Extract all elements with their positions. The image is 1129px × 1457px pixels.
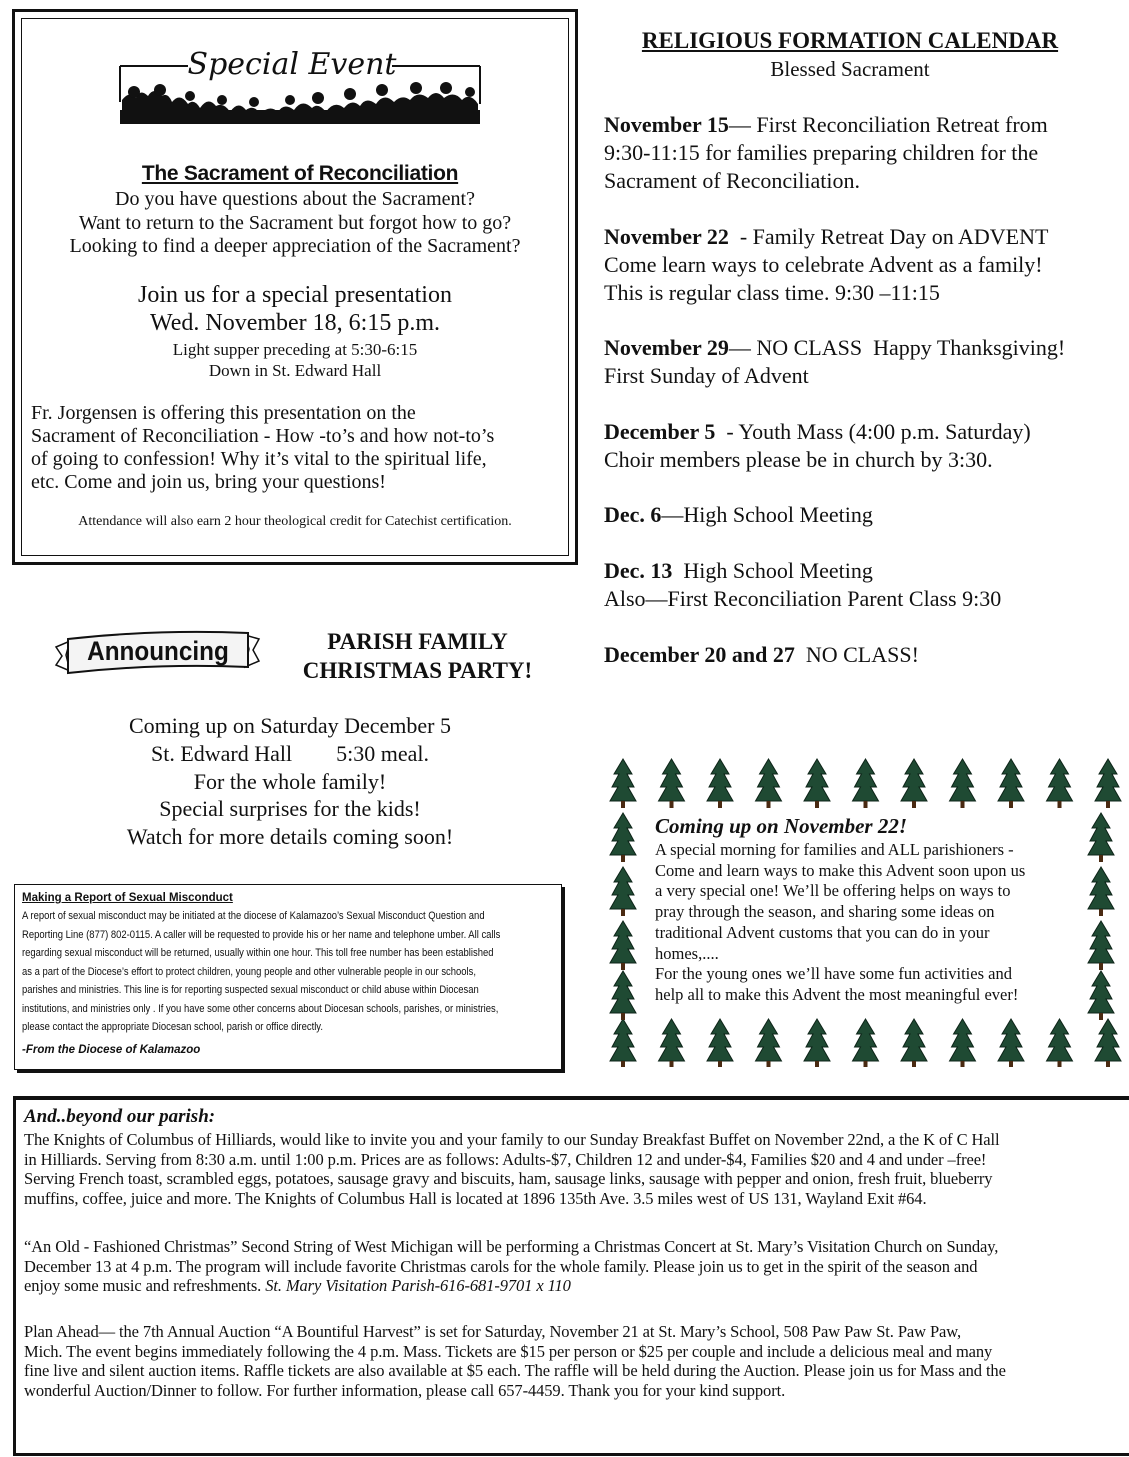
tree-icon: [998, 759, 1024, 808]
knights-paragraph: [24, 1130, 1124, 1208]
tree-icon: [950, 759, 976, 808]
nov22-line: a very special one! We’ll be offering helps on ways to: [655, 881, 1011, 901]
auction-paragraph: [24, 1322, 1124, 1400]
tree-icon: [707, 759, 733, 808]
event-text: First Sunday of Advent: [604, 363, 809, 388]
paragraph-line: “An Old - Fashioned Christmas” Second String of West Michigan will be performing a Christmas Concert at St. Mary’s Visitation Church on Sunday,: [24, 1237, 999, 1256]
tree-icon: [756, 1019, 782, 1067]
tree-icon: [1088, 867, 1114, 916]
event-text: — First Reconciliation Retreat from: [728, 112, 1048, 137]
misconduct-line: as a part of the Diocese’s effort to protect children, young people and other vulnerable people in our schools,: [22, 965, 477, 978]
paragraph-line: enjoy some music and refreshments.: [24, 1276, 262, 1295]
calendar-event: [604, 641, 1124, 669]
nov22-body: [655, 840, 1075, 1006]
event-date: Wed. November 18, 6:15 p.m.: [149, 310, 440, 336]
event-text: Sacrament of Reconciliation.: [604, 168, 860, 193]
question-line: Do you have questions about the Sacrament?: [115, 188, 475, 210]
tree-icon: [610, 1019, 636, 1067]
location-line: Down in St. Edward Hall: [208, 361, 382, 380]
party-detail: Special surprises for the kids!: [159, 796, 421, 821]
event-date: November 29: [604, 335, 729, 360]
paragraph-line: The Knights of Columbus of Hilliards, would like to invite you and your family to our Sunday Breakfast Buffet on November 22nd, a the K of C Hall: [24, 1130, 1000, 1149]
tree-icon: [756, 759, 782, 808]
paragraph-line: December 13 at 4 p.m. The program will include favorite Christmas carols for the whole family. Please join us to get in the spirit of the season and: [24, 1256, 978, 1276]
tree-icon: [998, 1019, 1024, 1067]
misconduct-line: regarding sexual misconduct will be returned, usually within one hour. This toll free number has been established: [22, 947, 494, 959]
tree-icon: [659, 759, 685, 808]
nov22-line: help all to make this Advent the most meaningful ever!: [655, 984, 1019, 1004]
party-title: [290, 627, 545, 685]
party-title-line: PARISH FAMILY: [327, 629, 508, 654]
tree-icon: [1047, 759, 1073, 808]
paragraph-line: wonderful Auction/Dinner to follow. For further information, please call 657-4459. Thank you for your kind support.: [24, 1380, 786, 1400]
paragraph-line: in Hilliards. Serving from 8:30 a.m. until 1:00 p.m. Prices are as follows: Adults-$7, Children 12 and under-$4, Families $20 and 4 and under –free!: [24, 1149, 987, 1169]
nov22-line: traditional Advent customs that you can do in your: [655, 922, 990, 942]
beyond-title: And..beyond our parish:: [24, 1106, 216, 1127]
tree-icon: [610, 971, 636, 1020]
calendar-event: [604, 223, 1124, 307]
tree-icon: [1047, 1019, 1073, 1067]
body-line: Fr. Jorgensen is offering this presentation on the: [31, 402, 416, 424]
paragraph-line: muffins, coffee, juice and more. The Knights of Columbus Hall is located at 1896 135th Ave. 3.5 miles west of US 131, Wayland Exit #64.: [24, 1188, 927, 1208]
calendar-event: [604, 418, 1124, 474]
paragraph-line: Serving French toast, scrambled eggs, potatoes, sausage gravy and biscuits, ham, sausage links, sausage with pepper and onion, fresh fruit, blueberry: [24, 1169, 993, 1188]
supper-line: Light supper preceding at 5:30-6:15: [172, 340, 418, 359]
tree-icon: [804, 759, 830, 808]
nov22-title: Coming up on November 22!: [655, 814, 908, 838]
body-line: Sacrament of Reconciliation - How -to’s and how not-to’s: [31, 425, 495, 447]
event-text: This is regular class time. 9:30 –11:15: [604, 280, 940, 305]
nov22-line: A special morning for families and ALL parishioners -: [655, 840, 1014, 859]
catechist-credit-note: Attendance will also earn 2 hour theological credit for Catechist certification.: [78, 514, 512, 529]
tree-icon: [707, 1019, 733, 1067]
announcing-text: Announcing: [87, 636, 229, 667]
calendar-event: [604, 111, 1124, 195]
misconduct-line: Reporting Line (877) 802-0115. A caller will be requested to provide his or her name and telephone umber. All calls: [22, 928, 501, 941]
event-text: NO CLASS!: [794, 642, 919, 667]
party-title-line: CHRISTMAS PARTY!: [302, 658, 533, 683]
calendar-title: RELIGIOUS FORMATION CALENDAR: [641, 28, 1059, 53]
nov22-line: pray through the season, and sharing some ideas on: [655, 902, 995, 922]
misconduct-line: A report of sexual misconduct may be initiated at the diocese of Kalamazoo’s Sexual Misconduct Question and: [22, 910, 485, 922]
event-date: Dec. 13: [604, 558, 673, 583]
event-date: December 20 and 27: [604, 642, 795, 667]
event-date: Dec. 6: [604, 502, 662, 527]
party-detail: Coming up on Saturday December 5: [129, 713, 451, 738]
event-text: — NO CLASS Happy Thanksgiving!: [728, 335, 1066, 360]
tree-icon: [901, 1019, 927, 1067]
calendar-event: [604, 334, 1124, 390]
tree-icon: [610, 759, 636, 808]
christmas-concert-paragraph: [24, 1237, 1124, 1296]
nov22-line: For the young ones we’ll have some fun activities and: [655, 964, 1012, 984]
tree-icon: [901, 759, 927, 808]
body-line: of going to confession! Why it’s vital to the spiritual life,: [31, 448, 487, 470]
misconduct-line: please contact the appropriate Diocesan school, parish or office directly.: [22, 1021, 323, 1033]
tree-icon: [950, 1019, 976, 1067]
body-line: etc. Come and join us, bring your questions!: [31, 471, 386, 493]
event-text: Choir members please be in church by 3:30.: [604, 447, 993, 472]
event-text: Come learn ways to celebrate Advent as a family!: [604, 252, 1043, 277]
announcing-banner: [50, 625, 265, 685]
event-date: December 5: [604, 419, 716, 444]
tree-icon: [1088, 921, 1114, 970]
calendar-subtitle: Blessed Sacrament: [770, 57, 930, 81]
calendar-event: [604, 501, 1124, 529]
misconduct-source: -From the Diocese of Kalamazoo: [22, 1044, 201, 1056]
event-date: November 15: [604, 112, 729, 137]
tree-icon: [610, 813, 636, 862]
tree-icon: [610, 867, 636, 916]
nov22-line: homes,....: [655, 943, 719, 963]
question-line: Want to return to the Sacrament but forgot how to go?: [78, 212, 512, 234]
question-line: Looking to find a deeper appreciation of the Sacrament?: [69, 235, 521, 257]
misconduct-title: Making a Report of Sexual Misconduct: [22, 892, 233, 904]
reconciliation-title: The Sacrament of Reconciliation: [141, 162, 459, 185]
tree-icon: [1088, 813, 1114, 862]
misconduct-line: parishes and ministries. This line is for reporting suspected sexual misconduct or child abuse within Diocesan: [22, 984, 479, 996]
event-text: - Family Retreat Day on ADVENT: [728, 224, 1049, 249]
tree-icon: [804, 1019, 830, 1067]
tree-icon: [1095, 759, 1121, 808]
calendar-event: [604, 557, 1124, 613]
tree-icon: [1095, 1019, 1121, 1067]
misconduct-body: [22, 907, 557, 1037]
parish-contact: St. Mary Visitation Parish-616-681-9701 x 110: [265, 1276, 571, 1295]
party-detail: For the whole family!: [193, 769, 387, 794]
party-detail: Watch for more details coming soon!: [126, 824, 454, 849]
join-line: Join us for a special presentation: [138, 282, 452, 308]
tree-icon: [610, 921, 636, 970]
event-text: 9:30-11:15 for families preparing children for the: [604, 140, 1039, 165]
presentation-description: [31, 402, 561, 494]
paragraph-line: Mich. The event begins immediately following the 4 p.m. Mass. Tickets are $15 per person or $25 per couple and include a delicious meal and many: [24, 1341, 993, 1361]
misconduct-line: institutions, and ministries only . If you have some other concerns about Diocesan schools, parishes, or ministries,: [22, 1002, 499, 1015]
special-event-banner-text: Special Event: [187, 47, 397, 82]
paragraph-line: fine live and silent auction items. Raffle tickets are also available at $5 each. The raffle will be held during the Auction. Please join us for Mass and the: [24, 1361, 1006, 1380]
party-detail: St. Edward Hall 5:30 meal.: [150, 741, 429, 766]
tree-icon: [659, 1019, 685, 1067]
paragraph-line: Plan Ahead— the 7th Annual Auction “A Bountiful Harvest” is set for Saturday, November 21 at St. Mary’s School, 508 Paw Paw St. Paw Paw,: [24, 1322, 962, 1341]
tree-icon: [853, 759, 879, 808]
event-date: November 22: [604, 224, 729, 249]
event-text: —High School Meeting: [661, 502, 873, 527]
tree-icon: [853, 1019, 879, 1067]
event-text: High School Meeting: [672, 558, 873, 583]
event-text: Also—First Reconciliation Parent Class 9:30: [604, 586, 1002, 611]
nov22-line: Come and learn ways to make this Advent soon upon us: [655, 860, 1026, 880]
tree-icon: [1088, 971, 1114, 1020]
event-text: - Youth Mass (4:00 p.m. Saturday): [715, 419, 1031, 444]
special-event-banner: [104, 42, 482, 130]
